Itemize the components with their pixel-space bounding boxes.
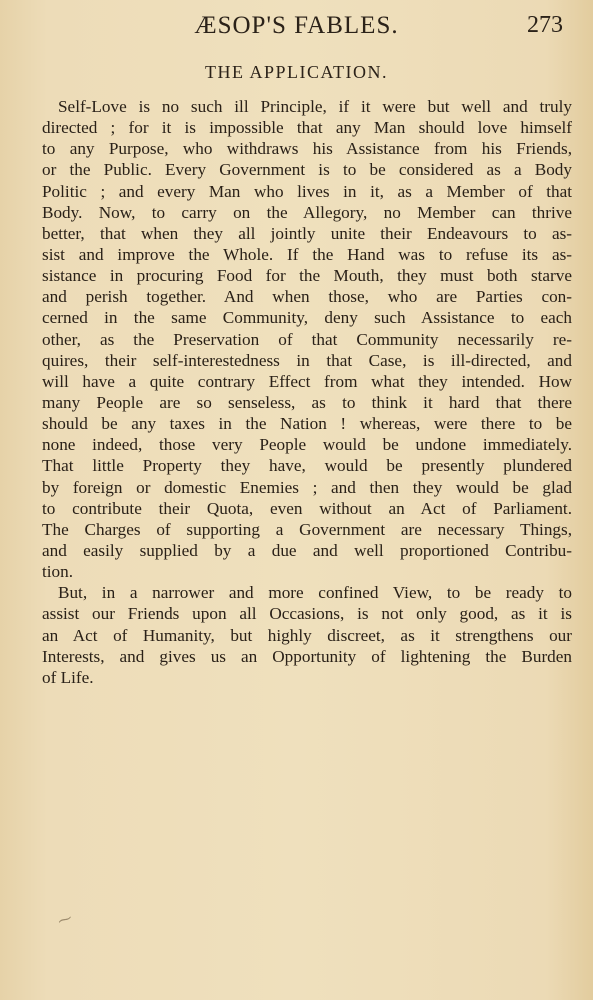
text-line: and easily supplied by a due and well proportioned Contribu- <box>42 540 572 560</box>
body-text <box>42 96 572 688</box>
stray-mark: ⁓ <box>55 910 75 930</box>
text-line: sistance in procuring Food for the Mouth, they must both starve <box>42 266 572 286</box>
text-line: none indeed, those very People would be undone immediately. <box>42 435 572 455</box>
text-line: and perish together. And when those, who are Parties con- <box>42 287 572 307</box>
text-line: to any Purpose, who withdraws his Assistance from his Friends, <box>42 139 572 159</box>
text-line: That little Property they have, would be presently plundered <box>42 456 572 476</box>
section-heading: THE APPLICATION. <box>204 62 388 82</box>
text-line: better, that when they all jointly unite their Endeavours to as- <box>42 223 572 243</box>
text-line: sist and improve the Whole. If the Hand was to refuse its as- <box>42 244 572 264</box>
text-line: assist our Friends upon all Occasions, is not only good, as it is <box>42 604 572 624</box>
running-title: ÆSOP'S FABLES. <box>194 12 399 39</box>
text-line: tion. <box>42 562 74 582</box>
text-line: Interests, and gives us an Opportunity of lightening the Burden <box>42 646 572 666</box>
text-line: many People are so senseless, as to think it hard that there <box>42 392 572 412</box>
text-line: cerned in the same Community, deny such Assistance to each <box>42 308 572 328</box>
text-line: Politic ; and every Man who lives in it, as a Member of that <box>42 181 572 201</box>
text-line: Body. Now, to carry on the Allegory, no Member can thrive <box>42 202 572 222</box>
text-line: will have a quite contrary Effect from what they intended. How <box>42 371 572 391</box>
text-line: by foreign or domestic Enemies ; and then they would be glad <box>42 477 572 497</box>
text-line: an Act of Humanity, but highly discreet, as it strengthens our <box>42 625 572 645</box>
text-line: quires, their self-interestedness in that Case, is ill-directed, and <box>42 350 572 370</box>
text-line: should be any taxes in the Nation ! whereas, were there to be <box>42 414 572 434</box>
text-line: of Life. <box>42 667 94 687</box>
text-line: The Charges of supporting a Government are necessary Things, <box>42 519 572 539</box>
text-line: other, as the Preservation of that Community necessarily re- <box>42 329 572 349</box>
text-line: But, in a narrower and more confined View, to be ready to <box>58 583 572 603</box>
text-line: Self-Love is no such ill Principle, if it were but well and truly <box>58 97 572 116</box>
text-line: directed ; for it is impossible that any Man should love himself <box>42 118 572 138</box>
text-line: or the Public. Every Government is to be considered as a Body <box>42 160 572 180</box>
page-number: 273 <box>527 12 563 38</box>
text-line: to contribute their Quota, even without an Act of Parliament. <box>42 498 572 518</box>
